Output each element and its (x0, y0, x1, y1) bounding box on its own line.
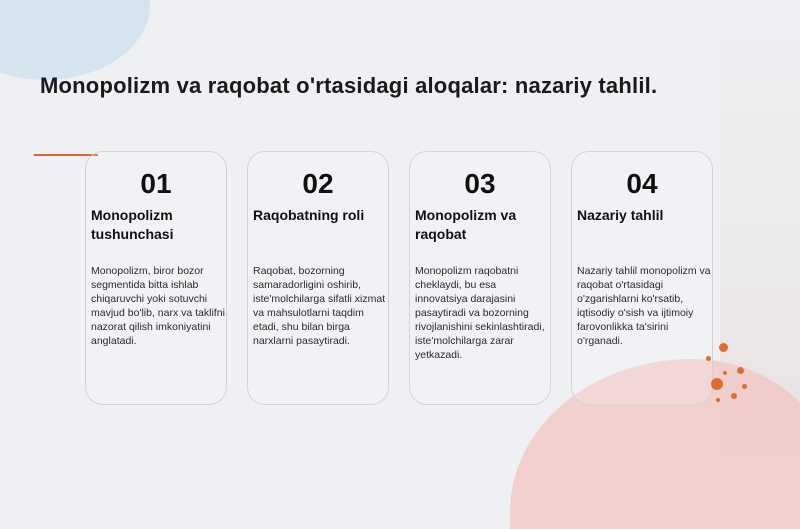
card-number: 01 (140, 168, 172, 199)
card-heading: Monopolizm tushunchasi (91, 207, 174, 242)
card-body: Raqobat, bozorning samaradorligini oshirib, iste'molchilarga sifatli xizmat va mahsulotlarni taqdim etadi, shu bilan birga narxlarni pasaytiradi. (253, 265, 386, 347)
decor-dot (711, 378, 723, 390)
card-number: 03 (464, 168, 496, 199)
accent-line (34, 154, 98, 156)
decor-dot (731, 393, 737, 399)
card-number: 02 (302, 168, 334, 199)
decor-dot (742, 384, 747, 389)
slide-title: Monopolizm va raqobat o'rtasidagi aloqalar: nazariy tahlil. (40, 73, 658, 98)
card-1 (85, 151, 227, 405)
card-body: Monopolizm raqobatni cheklaydi, bu esa innovatsiya darajasini pasaytiradi va bozorning rivojlanishini sekinlashtiradi, iste'molchilarga zarar yetkazadi. (415, 265, 545, 361)
card-heading: Nazariy tahlil (577, 207, 664, 223)
decor-dot (737, 367, 744, 374)
card-body: Monopolizm, biror bozor segmentida bitta ishlab chiqaruvchi yoki sotuvchi mavjud bo'lib, narx va taklifni nazorat qilish imkoniyatini anglatadi. (91, 265, 225, 347)
decor-dot (706, 356, 711, 361)
decor-dot (719, 343, 728, 352)
card-2 (247, 151, 389, 405)
card-heading: Monopolizm va raqobat (415, 207, 517, 242)
card-3 (409, 151, 551, 405)
card-number: 04 (626, 168, 658, 199)
decor-blue-blob (0, 0, 150, 80)
decor-dot (716, 398, 720, 402)
card-body: Nazariy tahlil monopolizm va raqobat o'rtasidagi o'zgarishlarni ko'rsatib, iqtisodiy o'sish va ijtimoiy farovonlikka ta'sirini o'rganadi. (577, 265, 711, 347)
decor-dot (723, 371, 727, 375)
card-4 (571, 151, 713, 405)
card-heading: Raqobatning roli (253, 207, 365, 223)
